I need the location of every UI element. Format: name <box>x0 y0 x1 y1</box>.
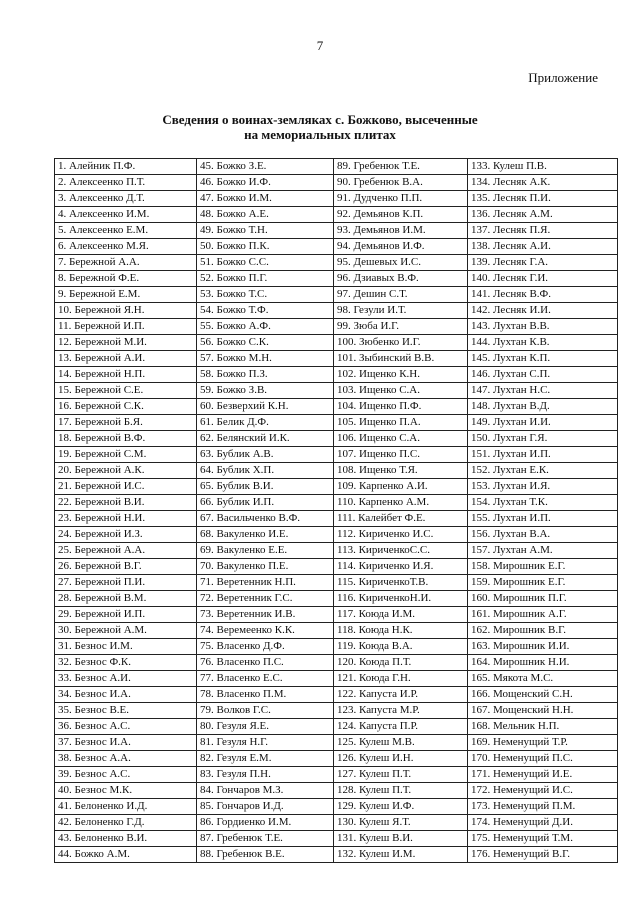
table-row <box>55 447 618 463</box>
table-row <box>55 591 618 607</box>
name-cell: 59. Божко З.В. <box>197 383 334 399</box>
name-cell: 144. Лухтан К.В. <box>468 335 618 351</box>
name-cell: 173. Неменущий П.М. <box>468 799 618 815</box>
table-row <box>55 303 618 319</box>
table-row <box>55 799 618 815</box>
table-row <box>55 751 618 767</box>
name-cell: 153. Лухтан И.Я. <box>468 479 618 495</box>
name-cell: 159. Мирошник Е.Г. <box>468 575 618 591</box>
table-row <box>55 607 618 623</box>
name-cell: 106. Ищенко С.А. <box>334 431 468 447</box>
table-row <box>55 495 618 511</box>
name-cell: 107. Ищенко П.С. <box>334 447 468 463</box>
name-cell: 21. Бережной И.С. <box>55 479 197 495</box>
name-cell: 97. Дешин С.Т. <box>334 287 468 303</box>
name-cell: 133. Кулеш П.В. <box>468 159 618 175</box>
name-cell: 41. Белоненко И.Д. <box>55 799 197 815</box>
name-cell: 56. Божко С.К. <box>197 335 334 351</box>
table-row <box>55 271 618 287</box>
name-cell: 122. Капуста И.Р. <box>334 687 468 703</box>
name-cell: 38. Безнос А.А. <box>55 751 197 767</box>
name-cell: 3. Алексеенко Д.Т. <box>55 191 197 207</box>
table-row <box>55 735 618 751</box>
name-cell: 143. Лухтан В.В. <box>468 319 618 335</box>
name-cell: 141. Лесняк В.Ф. <box>468 287 618 303</box>
name-cell: 116. КириченкоН.И. <box>334 591 468 607</box>
name-cell: 55. Божко А.Ф. <box>197 319 334 335</box>
name-cell: 14. Бережной Н.П. <box>55 367 197 383</box>
name-cell: 108. Ищенко Т.Я. <box>334 463 468 479</box>
table-row <box>55 415 618 431</box>
name-cell: 12. Бережной М.И. <box>55 335 197 351</box>
name-cell: 25. Бережной А.А. <box>55 543 197 559</box>
table-row <box>55 783 618 799</box>
name-cell: 95. Дешевых И.С. <box>334 255 468 271</box>
name-cell: 5. Алексеенко Е.М. <box>55 223 197 239</box>
document-title <box>0 112 640 142</box>
name-cell: 166. Мощенский С.Н. <box>468 687 618 703</box>
name-cell: 35. Безнос В.Е. <box>55 703 197 719</box>
name-cell: 123. Капуста М.Р. <box>334 703 468 719</box>
name-cell: 51. Божко С.С. <box>197 255 334 271</box>
name-cell: 7. Бережной А.А. <box>55 255 197 271</box>
name-cell: 29. Бережной И.П. <box>55 607 197 623</box>
name-cell: 149. Лухтан И.И. <box>468 415 618 431</box>
name-cell: 9. Бережной Е.М. <box>55 287 197 303</box>
name-cell: 154. Лухтан Т.К. <box>468 495 618 511</box>
name-cell: 160. Мирошник П.Г. <box>468 591 618 607</box>
name-cell: 174. Неменущий Д.И. <box>468 815 618 831</box>
name-cell: 147. Лухтан Н.С. <box>468 383 618 399</box>
name-cell: 84. Гончаров М.З. <box>197 783 334 799</box>
table-row <box>55 479 618 495</box>
name-cell: 161. Мирошник А.Г. <box>468 607 618 623</box>
table-row <box>55 207 618 223</box>
name-cell: 81. Гезуля Н.Г. <box>197 735 334 751</box>
name-cell: 145. Лухтан К.П. <box>468 351 618 367</box>
name-cell: 148. Лухтан В.Д. <box>468 399 618 415</box>
name-cell: 39. Безнос А.С. <box>55 767 197 783</box>
name-cell: 49. Божко Т.Н. <box>197 223 334 239</box>
name-cell: 63. Бублик А.В. <box>197 447 334 463</box>
name-cell: 67. Васильченко В.Ф. <box>197 511 334 527</box>
table-row <box>55 815 618 831</box>
name-cell: 165. Мякота М.С. <box>468 671 618 687</box>
name-cell: 137. Лесняк П.Я. <box>468 223 618 239</box>
name-cell: 36. Безнос А.С. <box>55 719 197 735</box>
name-cell: 64. Бублик Х.П. <box>197 463 334 479</box>
name-cell: 131. Кулеш В.И. <box>334 831 468 847</box>
name-cell: 89. Гребенюк Т.Е. <box>334 159 468 175</box>
name-cell: 88. Гребенюк В.Е. <box>197 847 334 863</box>
name-cell: 22. Бережной В.И. <box>55 495 197 511</box>
name-cell: 24. Бережной И.З. <box>55 527 197 543</box>
table-row <box>55 671 618 687</box>
table-row <box>55 623 618 639</box>
name-cell: 100. Зюбенко И.Г. <box>334 335 468 351</box>
name-cell: 65. Бублик В.И. <box>197 479 334 495</box>
name-cell: 17. Бережной Б.Я. <box>55 415 197 431</box>
table-row <box>55 351 618 367</box>
name-cell: 101. Зыбинский В.В. <box>334 351 468 367</box>
name-cell: 134. Лесняк А.К. <box>468 175 618 191</box>
table-row <box>55 431 618 447</box>
name-cell: 42. Белоненко Г.Д. <box>55 815 197 831</box>
name-cell: 72. Веретенник Г.С. <box>197 591 334 607</box>
table-row <box>55 703 618 719</box>
name-cell: 102. Ищенко К.Н. <box>334 367 468 383</box>
table-row <box>55 719 618 735</box>
name-cell: 167. Мощенский Н.Н. <box>468 703 618 719</box>
names-table-body <box>55 159 618 863</box>
name-cell: 74. Веремеенко К.К. <box>197 623 334 639</box>
name-cell: 109. Карпенко А.И. <box>334 479 468 495</box>
name-cell: 138. Лесняк А.И. <box>468 239 618 255</box>
name-cell: 8. Бережной Ф.Е. <box>55 271 197 287</box>
name-cell: 19. Бережной С.М. <box>55 447 197 463</box>
name-cell: 105. Ищенко П.А. <box>334 415 468 431</box>
name-cell: 127. Кулеш П.Т. <box>334 767 468 783</box>
name-cell: 77. Власенко Е.С. <box>197 671 334 687</box>
name-cell: 33. Безнос А.И. <box>55 671 197 687</box>
name-cell: 139. Лесняк Г.А. <box>468 255 618 271</box>
table-row <box>55 287 618 303</box>
name-cell: 94. Демьянов И.Ф. <box>334 239 468 255</box>
table-row <box>55 831 618 847</box>
name-cell: 82. Гезуля Е.М. <box>197 751 334 767</box>
table-row <box>55 223 618 239</box>
table-row <box>55 463 618 479</box>
name-cell: 54. Божко Т.Ф. <box>197 303 334 319</box>
name-cell: 126. Кулеш И.Н. <box>334 751 468 767</box>
name-cell: 111. Калейбет Ф.Е. <box>334 511 468 527</box>
name-cell: 146. Лухтан С.П. <box>468 367 618 383</box>
name-cell: 162. Мирошник В.Г. <box>468 623 618 639</box>
name-cell: 155. Лухтан И.П. <box>468 511 618 527</box>
name-cell: 1. Алейник П.Ф. <box>55 159 197 175</box>
name-cell: 50. Божко П.К. <box>197 239 334 255</box>
name-cell: 128. Кулеш П.Т. <box>334 783 468 799</box>
name-cell: 163. Мирошник И.И. <box>468 639 618 655</box>
name-cell: 62. Белянский И.К. <box>197 431 334 447</box>
table-row <box>55 255 618 271</box>
name-cell: 90. Гребенюк В.А. <box>334 175 468 191</box>
name-cell: 92. Демьянов К.П. <box>334 207 468 223</box>
name-cell: 129. Кулеш И.Ф. <box>334 799 468 815</box>
table-row <box>55 847 618 863</box>
name-cell: 52. Божко П.Г. <box>197 271 334 287</box>
name-cell: 76. Власенко П.С. <box>197 655 334 671</box>
name-cell: 27. Бережной П.И. <box>55 575 197 591</box>
table-row <box>55 159 618 175</box>
name-cell: 93. Демьянов И.М. <box>334 223 468 239</box>
name-cell: 45. Божко З.Е. <box>197 159 334 175</box>
name-cell: 132. Кулеш И.М. <box>334 847 468 863</box>
name-cell: 4. Алексеенко И.М. <box>55 207 197 223</box>
name-cell: 110. Карпенко А.М. <box>334 495 468 511</box>
name-cell: 120. Коюда П.Т. <box>334 655 468 671</box>
name-cell: 124. Капуста П.Р. <box>334 719 468 735</box>
name-cell: 125. Кулеш М.В. <box>334 735 468 751</box>
table-row <box>55 367 618 383</box>
table-row <box>55 527 618 543</box>
name-cell: 73. Веретенник И.В. <box>197 607 334 623</box>
names-table <box>54 158 618 863</box>
table-row <box>55 239 618 255</box>
name-cell: 61. Белик Д.Ф. <box>197 415 334 431</box>
name-cell: 13. Бережной А.И. <box>55 351 197 367</box>
name-cell: 60. Безверхий К.Н. <box>197 399 334 415</box>
name-cell: 46. Божко И.Ф. <box>197 175 334 191</box>
name-cell: 168. Мельник Н.П. <box>468 719 618 735</box>
name-cell: 98. Гезули И.Т. <box>334 303 468 319</box>
name-cell: 118. Коюда Н.К. <box>334 623 468 639</box>
name-cell: 11. Бережной И.П. <box>55 319 197 335</box>
name-cell: 164. Мирошник Н.И. <box>468 655 618 671</box>
name-cell: 78. Власенко П.М. <box>197 687 334 703</box>
name-cell: 151. Лухтан И.П. <box>468 447 618 463</box>
appendix-label: Приложение <box>528 70 598 85</box>
table-row <box>55 655 618 671</box>
name-cell: 96. Дзиавых В.Ф. <box>334 271 468 287</box>
table-row <box>55 335 618 351</box>
name-cell: 172. Неменущий И.С. <box>468 783 618 799</box>
name-cell: 104. Ищенко П.Ф. <box>334 399 468 415</box>
name-cell: 20. Бережной А.К. <box>55 463 197 479</box>
name-cell: 66. Бублик И.П. <box>197 495 334 511</box>
name-cell: 37. Безнос И.А. <box>55 735 197 751</box>
name-cell: 80. Гезуля Я.Е. <box>197 719 334 735</box>
name-cell: 121. Коюда Г.Н. <box>334 671 468 687</box>
name-cell: 157. Лухтан А.М. <box>468 543 618 559</box>
name-cell: 117. Коюда И.М. <box>334 607 468 623</box>
name-cell: 71. Веретенник Н.П. <box>197 575 334 591</box>
name-cell: 87. Гребенюк Т.Е. <box>197 831 334 847</box>
table-row <box>55 175 618 191</box>
name-cell: 53. Божко Т.С. <box>197 287 334 303</box>
title-line-1: Сведения о воинах-земляках с. Божково, высеченные <box>162 112 478 127</box>
name-cell: 57. Божко М.Н. <box>197 351 334 367</box>
name-cell: 48. Божко А.Е. <box>197 207 334 223</box>
name-cell: 99. Зюба И.Г. <box>334 319 468 335</box>
name-cell: 10. Бережной Я.Н. <box>55 303 197 319</box>
name-cell: 26. Бережной В.Г. <box>55 559 197 575</box>
name-cell: 175. Неменущий Т.М. <box>468 831 618 847</box>
table-row <box>55 383 618 399</box>
table-row <box>55 191 618 207</box>
table-row <box>55 767 618 783</box>
name-cell: 135. Лесняк П.И. <box>468 191 618 207</box>
name-cell: 2. Алексеенко П.Т. <box>55 175 197 191</box>
name-cell: 58. Божко П.З. <box>197 367 334 383</box>
name-cell: 112. Кириченко И.С. <box>334 527 468 543</box>
name-cell: 170. Неменущий П.С. <box>468 751 618 767</box>
name-cell: 30. Бережной А.М. <box>55 623 197 639</box>
name-cell: 40. Безнос М.К. <box>55 783 197 799</box>
name-cell: 83. Гезуля П.Н. <box>197 767 334 783</box>
name-cell: 32. Безнос Ф.К. <box>55 655 197 671</box>
name-cell: 103. Ищенко С.А. <box>334 383 468 399</box>
name-cell: 15. Бережной С.Е. <box>55 383 197 399</box>
table-row <box>55 575 618 591</box>
title-line-2: на мемориальных плитах <box>244 127 396 142</box>
name-cell: 140. Лесняк Г.И. <box>468 271 618 287</box>
table-row <box>55 511 618 527</box>
name-cell: 70. Вакуленко П.Е. <box>197 559 334 575</box>
name-cell: 169. Неменущий Т.Р. <box>468 735 618 751</box>
name-cell: 43. Белоненко В.И. <box>55 831 197 847</box>
name-cell: 31. Безнос И.М. <box>55 639 197 655</box>
name-cell: 176. Неменущий В.Г. <box>468 847 618 863</box>
table-row <box>55 319 618 335</box>
name-cell: 16. Бережной С.К. <box>55 399 197 415</box>
name-cell: 69. Вакуленко Е.Е. <box>197 543 334 559</box>
name-cell: 86. Гордиенко И.М. <box>197 815 334 831</box>
name-cell: 152. Лухтан Е.К. <box>468 463 618 479</box>
name-cell: 75. Власенко Д.Ф. <box>197 639 334 655</box>
name-cell: 171. Неменущий И.Е. <box>468 767 618 783</box>
table-row <box>55 559 618 575</box>
name-cell: 85. Гончаров И.Д. <box>197 799 334 815</box>
name-cell: 150. Лухтан Г.Я. <box>468 431 618 447</box>
page-number: 7 <box>316 38 324 53</box>
name-cell: 113. КириченкоС.С. <box>334 543 468 559</box>
name-cell: 23. Бережной Н.И. <box>55 511 197 527</box>
name-cell: 34. Безнос И.А. <box>55 687 197 703</box>
name-cell: 136. Лесняк А.М. <box>468 207 618 223</box>
name-cell: 119. Коюда В.А. <box>334 639 468 655</box>
name-cell: 130. Кулеш Я.Т. <box>334 815 468 831</box>
name-cell: 6. Алексеенко М.Я. <box>55 239 197 255</box>
table-row <box>55 639 618 655</box>
name-cell: 47. Божко И.М. <box>197 191 334 207</box>
name-cell: 158. Мирошник Е.Г. <box>468 559 618 575</box>
table-row <box>55 399 618 415</box>
table-row <box>55 543 618 559</box>
name-cell: 114. Кириченко И.Я. <box>334 559 468 575</box>
name-cell: 28. Бережной В.М. <box>55 591 197 607</box>
name-cell: 68. Вакуленко И.Е. <box>197 527 334 543</box>
name-cell: 115. КириченкоТ.В. <box>334 575 468 591</box>
name-cell: 18. Бережной В.Ф. <box>55 431 197 447</box>
name-cell: 79. Волков Г.С. <box>197 703 334 719</box>
name-cell: 142. Лесняк И.И. <box>468 303 618 319</box>
name-cell: 91. Дудченко П.П. <box>334 191 468 207</box>
name-cell: 156. Лухтан В.А. <box>468 527 618 543</box>
name-cell: 44. Божко А.М. <box>55 847 197 863</box>
table-row <box>55 687 618 703</box>
